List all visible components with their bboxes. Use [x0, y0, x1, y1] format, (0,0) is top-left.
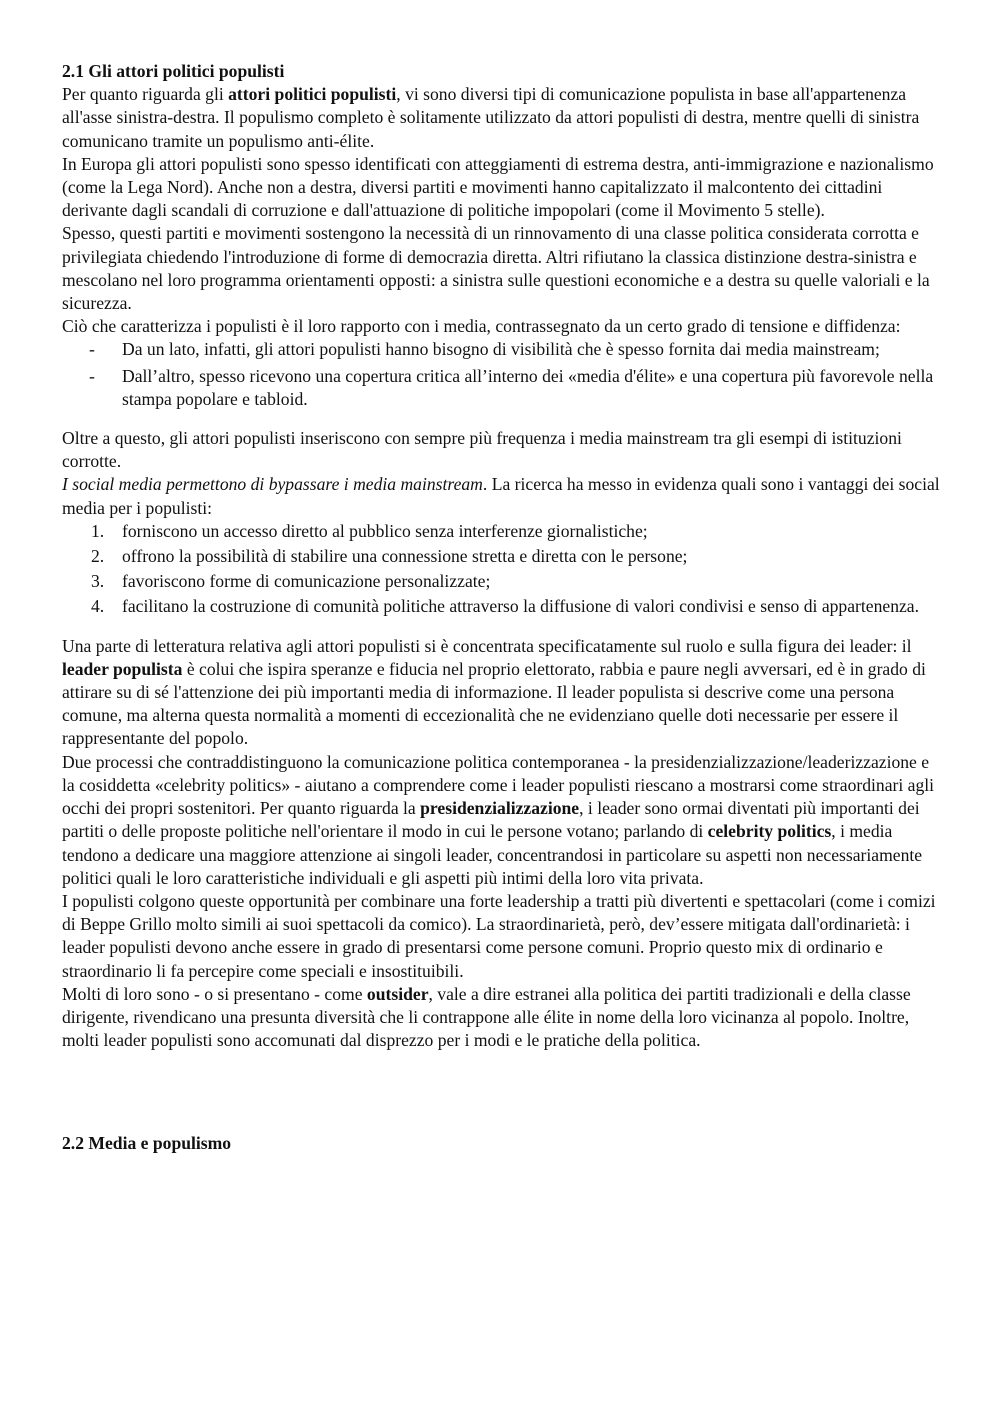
bold-term: leader populista: [62, 658, 183, 679]
list-item: [91, 520, 940, 543]
text-run: Per quanto riguarda gli: [62, 84, 229, 105]
paragraph-opportunita: I populisti colgono queste opportunità per combinare una forte leadership a tratti più divertenti e spettacolari (come i comizi di Beppe Grillo molto simili ai suoi spettacoli da comico). La straordinarietà, però, dev’essere mitigata dall'ordinarietà: i leader populisti devono anche essere in grado di presentarsi come persone comuni. Proprio questo mix di ordinario e straordinario li fa percepire come speciali e insostituibili.: [62, 890, 936, 981]
list-item-text: offrono la possibilità di stabilire una connessione stretta e diretta con le persone;: [122, 546, 688, 567]
text-run: , i media tendono a dedicare una maggiore attenzione ai singoli leader, concentrandosi in particolare su aspetti non necessariamente politici quali le loro caratteristiche individuali e gli aspetti più intimi della loro vita privata.: [62, 821, 923, 888]
text-run: è colui che ispira speranze e fiducia nel proprio elettorato, rabbia e paure negli avversari, ed è in grado di attirare su di sé l'attenzione dei più importanti media di informazione. Il leader populista si descrive come una persona comune, ma alterna questa normalità a momenti di eccezionalità che ne evidenziano quelle doti necessarie per essere il rappresentante del popolo.: [62, 658, 926, 749]
text-run: , vale a dire estranei alla politica dei partiti tradizionali e della classe dirigente, rivendicano una presunta diversità che li contrappone alle élite in nome della loro vicinanza al popolo. Inoltre, molti leader populisti sono accomunati dal disprezzo per i modi e le pratiche della politica.: [62, 983, 911, 1051]
numbered-list: [62, 520, 940, 619]
bold-term: outsider: [366, 983, 429, 1004]
paragraph-presidenzializzazione: [62, 751, 940, 890]
number-marker: 2.: [91, 546, 105, 567]
bold-term: celebrity politics: [707, 821, 832, 842]
paragraph-social-media: [62, 473, 940, 519]
list-item-text: Da un lato, infatti, gli attori populisti hanno bisogno di visibilità che è spesso fornita dai media mainstream;: [122, 339, 880, 360]
list-item-text: Dall’altro, spesso ricevono una copertura critica all’interno dei «media d'élite» e una copertura più favorevole nella stampa popolare e tabloid.: [122, 365, 934, 409]
paragraph-intro: [62, 83, 940, 153]
bold-term: attori politici populisti: [228, 84, 397, 105]
dash-marker: -: [89, 339, 95, 360]
text-run: Due processi che contraddistinguono la comunicazione politica contemporanea - la presidenzializzazione/leaderizzazione e la cosiddetta «celebrity politics» - aiutano a comprendere come i leader populisti riescano a mostrarsi come straordinari agli occhi dei propri sostenitori. Per quanto riguarda la: [62, 751, 935, 819]
list-item: [91, 570, 940, 593]
paragraph-rapporto-media: Ciò che caratterizza i populisti è il loro rapporto con i media, contrassegnato da un certo grado di tensione e diffidenza:: [62, 316, 901, 337]
text-run: Molti di loro sono - o si presentano - come: [62, 983, 367, 1004]
list-item: [89, 365, 940, 411]
paragraph-istituzioni: Oltre a questo, gli attori populisti inseriscono con sempre più frequenza i media mainstream tra gli esempi di istituzioni corrotte.: [62, 428, 902, 472]
paragraph-rinnovamento: Spesso, questi partiti e movimenti sostengono la necessità di un rinnovamento di una classe politica considerata corrotta e privilegiata chiedendo l'introduzione di forme di democrazia diretta. Altri rifiutano la classica distinzione destra-sinistra e mescolano nel loro programma orientamenti opposti: a sinistra sulle questioni economiche e a destra su quelle valoriali e la sicurezza.: [62, 223, 930, 314]
number-marker: 1.: [91, 520, 105, 541]
list-item: [91, 595, 940, 618]
text-run: . La ricerca ha messo in evidenza quali sono i vantaggi dei social media per i populisti:: [62, 474, 940, 518]
number-marker: 3.: [91, 571, 105, 592]
dash-marker: -: [89, 365, 95, 386]
paragraph-europa: In Europa gli attori populisti sono spesso identificati con atteggiamenti di estrema destra, anti-immigrazione e nazionalismo (come la Lega Nord). Anche non a destra, diversi partiti e movimenti hanno capitalizzato il malcontento dei cittadini derivante dagli scandali di corruzione e dall'attuazione di politiche impopolari (come il Movimento 5 stelle).: [62, 153, 934, 221]
list-item-text: favoriscono forme di comunicazione personalizzate;: [122, 571, 491, 592]
paragraph-outsider: [62, 983, 940, 1053]
text-run: , i leader sono ormai diventati più importanti dei partiti o delle proposte politiche nell'orientare il modo in cui le persone votano; parlando di: [62, 798, 920, 842]
bold-term: presidenzializzazione: [420, 798, 580, 819]
list-item: [89, 338, 940, 361]
italic-phrase: I social media permettono di bypassare i media mainstream: [62, 474, 483, 495]
list-item-text: facilitano la costruzione di comunità politiche attraverso la diffusione di valori condivisi e senso di appartenenza.: [122, 596, 920, 617]
dash-list: [62, 338, 940, 411]
paragraph-leader: [62, 635, 940, 751]
section-heading-attori: 2.1 Gli attori politici populisti: [62, 61, 285, 81]
text-run: Una parte di letteratura relativa agli attori populisti si è concentrata specificatamente sul ruolo e sulla figura dei leader: il: [62, 635, 912, 656]
list-item-text: forniscono un accesso diretto al pubblico senza interferenze giornalistiche;: [122, 520, 648, 541]
text-run: , vi sono diversi tipi di comunicazione populista in base all'appartenenza all'asse sinistra-destra. Il populismo completo è solitamente utilizzato da attori populisti di destra, mentre quelli di sinistra comunicano tramite un populismo anti-élite.: [62, 84, 920, 151]
section-heading-media: 2.2 Media e populismo: [62, 1133, 232, 1154]
number-marker: 4.: [91, 596, 105, 617]
list-item: [91, 545, 940, 568]
